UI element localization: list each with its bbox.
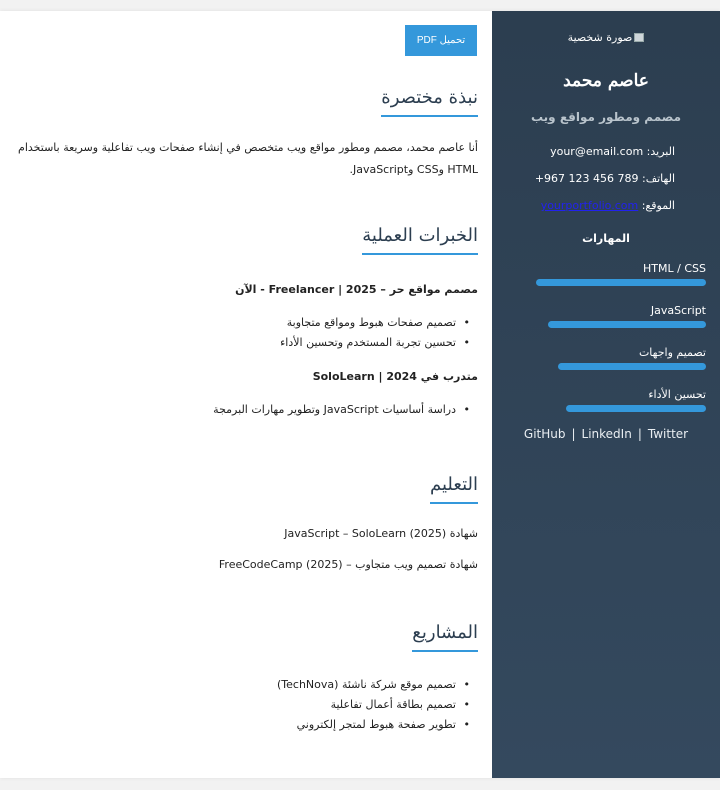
contact-info <box>506 138 706 219</box>
education-item: شهادة تصميم ويب متجاوب – FreeCodeCamp (2025) <box>218 558 478 571</box>
email-label: البريد: <box>646 145 675 158</box>
skill-bar <box>566 405 706 412</box>
social-links: GitHub | LinkedIn | Twitter <box>523 427 689 441</box>
skills-title: المهارات <box>582 232 630 245</box>
resume-card <box>0 11 720 778</box>
skill-html-css <box>506 262 706 287</box>
education-title: التعليم <box>430 474 478 504</box>
skill-performance <box>506 388 706 413</box>
twitter-link[interactable]: Twitter <box>647 427 689 441</box>
avatar-alt-text: صورة شخصية <box>567 30 633 44</box>
email-value: your@email.com <box>550 145 644 158</box>
contact-website <box>506 192 675 219</box>
download-pdf-button[interactable]: تحميل PDF <box>405 25 477 56</box>
main-content <box>0 11 492 778</box>
broken-image-icon <box>634 33 644 42</box>
skill-label: تحسين الأداء <box>648 388 706 401</box>
about-section <box>16 87 478 181</box>
sidebar <box>492 11 720 778</box>
avatar <box>506 27 706 47</box>
skill-label: تصميم واجهات <box>638 346 706 359</box>
skill-bar <box>558 363 706 370</box>
contact-phone <box>506 165 675 192</box>
experience-section <box>16 225 478 420</box>
experience-title: الخبرات العملية <box>362 225 478 255</box>
list-item: • تحسين تجربة المستخدم وتحسين الأداء <box>16 333 478 353</box>
linkedin-link[interactable]: LinkedIn <box>581 427 632 441</box>
website-label: الموقع: <box>641 199 675 212</box>
skill-bar <box>548 321 706 328</box>
profile-role: مصمم ومطور مواقع ويب <box>530 110 682 124</box>
skill-ui-design <box>506 346 706 371</box>
skill-javascript <box>506 304 706 329</box>
phone-value: +967 123 456 789 <box>534 172 639 185</box>
list-item: • تصميم صفحات هبوط ومواقع متجاوبة <box>16 313 478 333</box>
list-item: • تصميم بطاقة أعمال تفاعلية <box>16 695 478 715</box>
list-item: • تطوير صفحة هبوط لمتجر إلكتروني <box>16 715 478 735</box>
github-link[interactable]: GitHub <box>523 427 566 441</box>
projects-title: المشاريع <box>412 622 478 652</box>
job-duties <box>16 313 478 353</box>
job-title: مصمم مواقع حر – Freelancer | 2025 - الآن <box>235 283 478 296</box>
skill-label: JavaScript <box>650 304 706 317</box>
projects-section <box>16 622 478 735</box>
skill-label: HTML / CSS <box>643 262 706 275</box>
list-item: • دراسة أساسيات JavaScript وتطوير مهارات البرمجة <box>16 400 478 420</box>
contact-email <box>506 138 675 165</box>
website-link[interactable]: yourportfolio.com <box>540 199 639 212</box>
about-title: نبذة مختصرة <box>381 87 478 117</box>
about-text: أنا عاصم محمد، مصمم ومطور مواقع ويب متخصص في إنشاء صفحات ويب تفاعلية وسريعة باستخدام HTML وCSS وJavaScript. <box>18 141 478 176</box>
education-section <box>16 474 478 573</box>
phone-label: الهاتف: <box>642 172 675 185</box>
projects-list <box>16 675 478 735</box>
list-item: • تصميم موقع شركة ناشئة (TechNova) <box>16 675 478 695</box>
job-duties <box>16 400 478 420</box>
skill-bar <box>536 279 706 286</box>
education-item: شهادة JavaScript – SoloLearn (2025) <box>284 527 478 540</box>
profile-name: عاصم محمد <box>563 71 649 91</box>
job-title: متدرب في SoloLearn | 2024 <box>312 370 478 383</box>
